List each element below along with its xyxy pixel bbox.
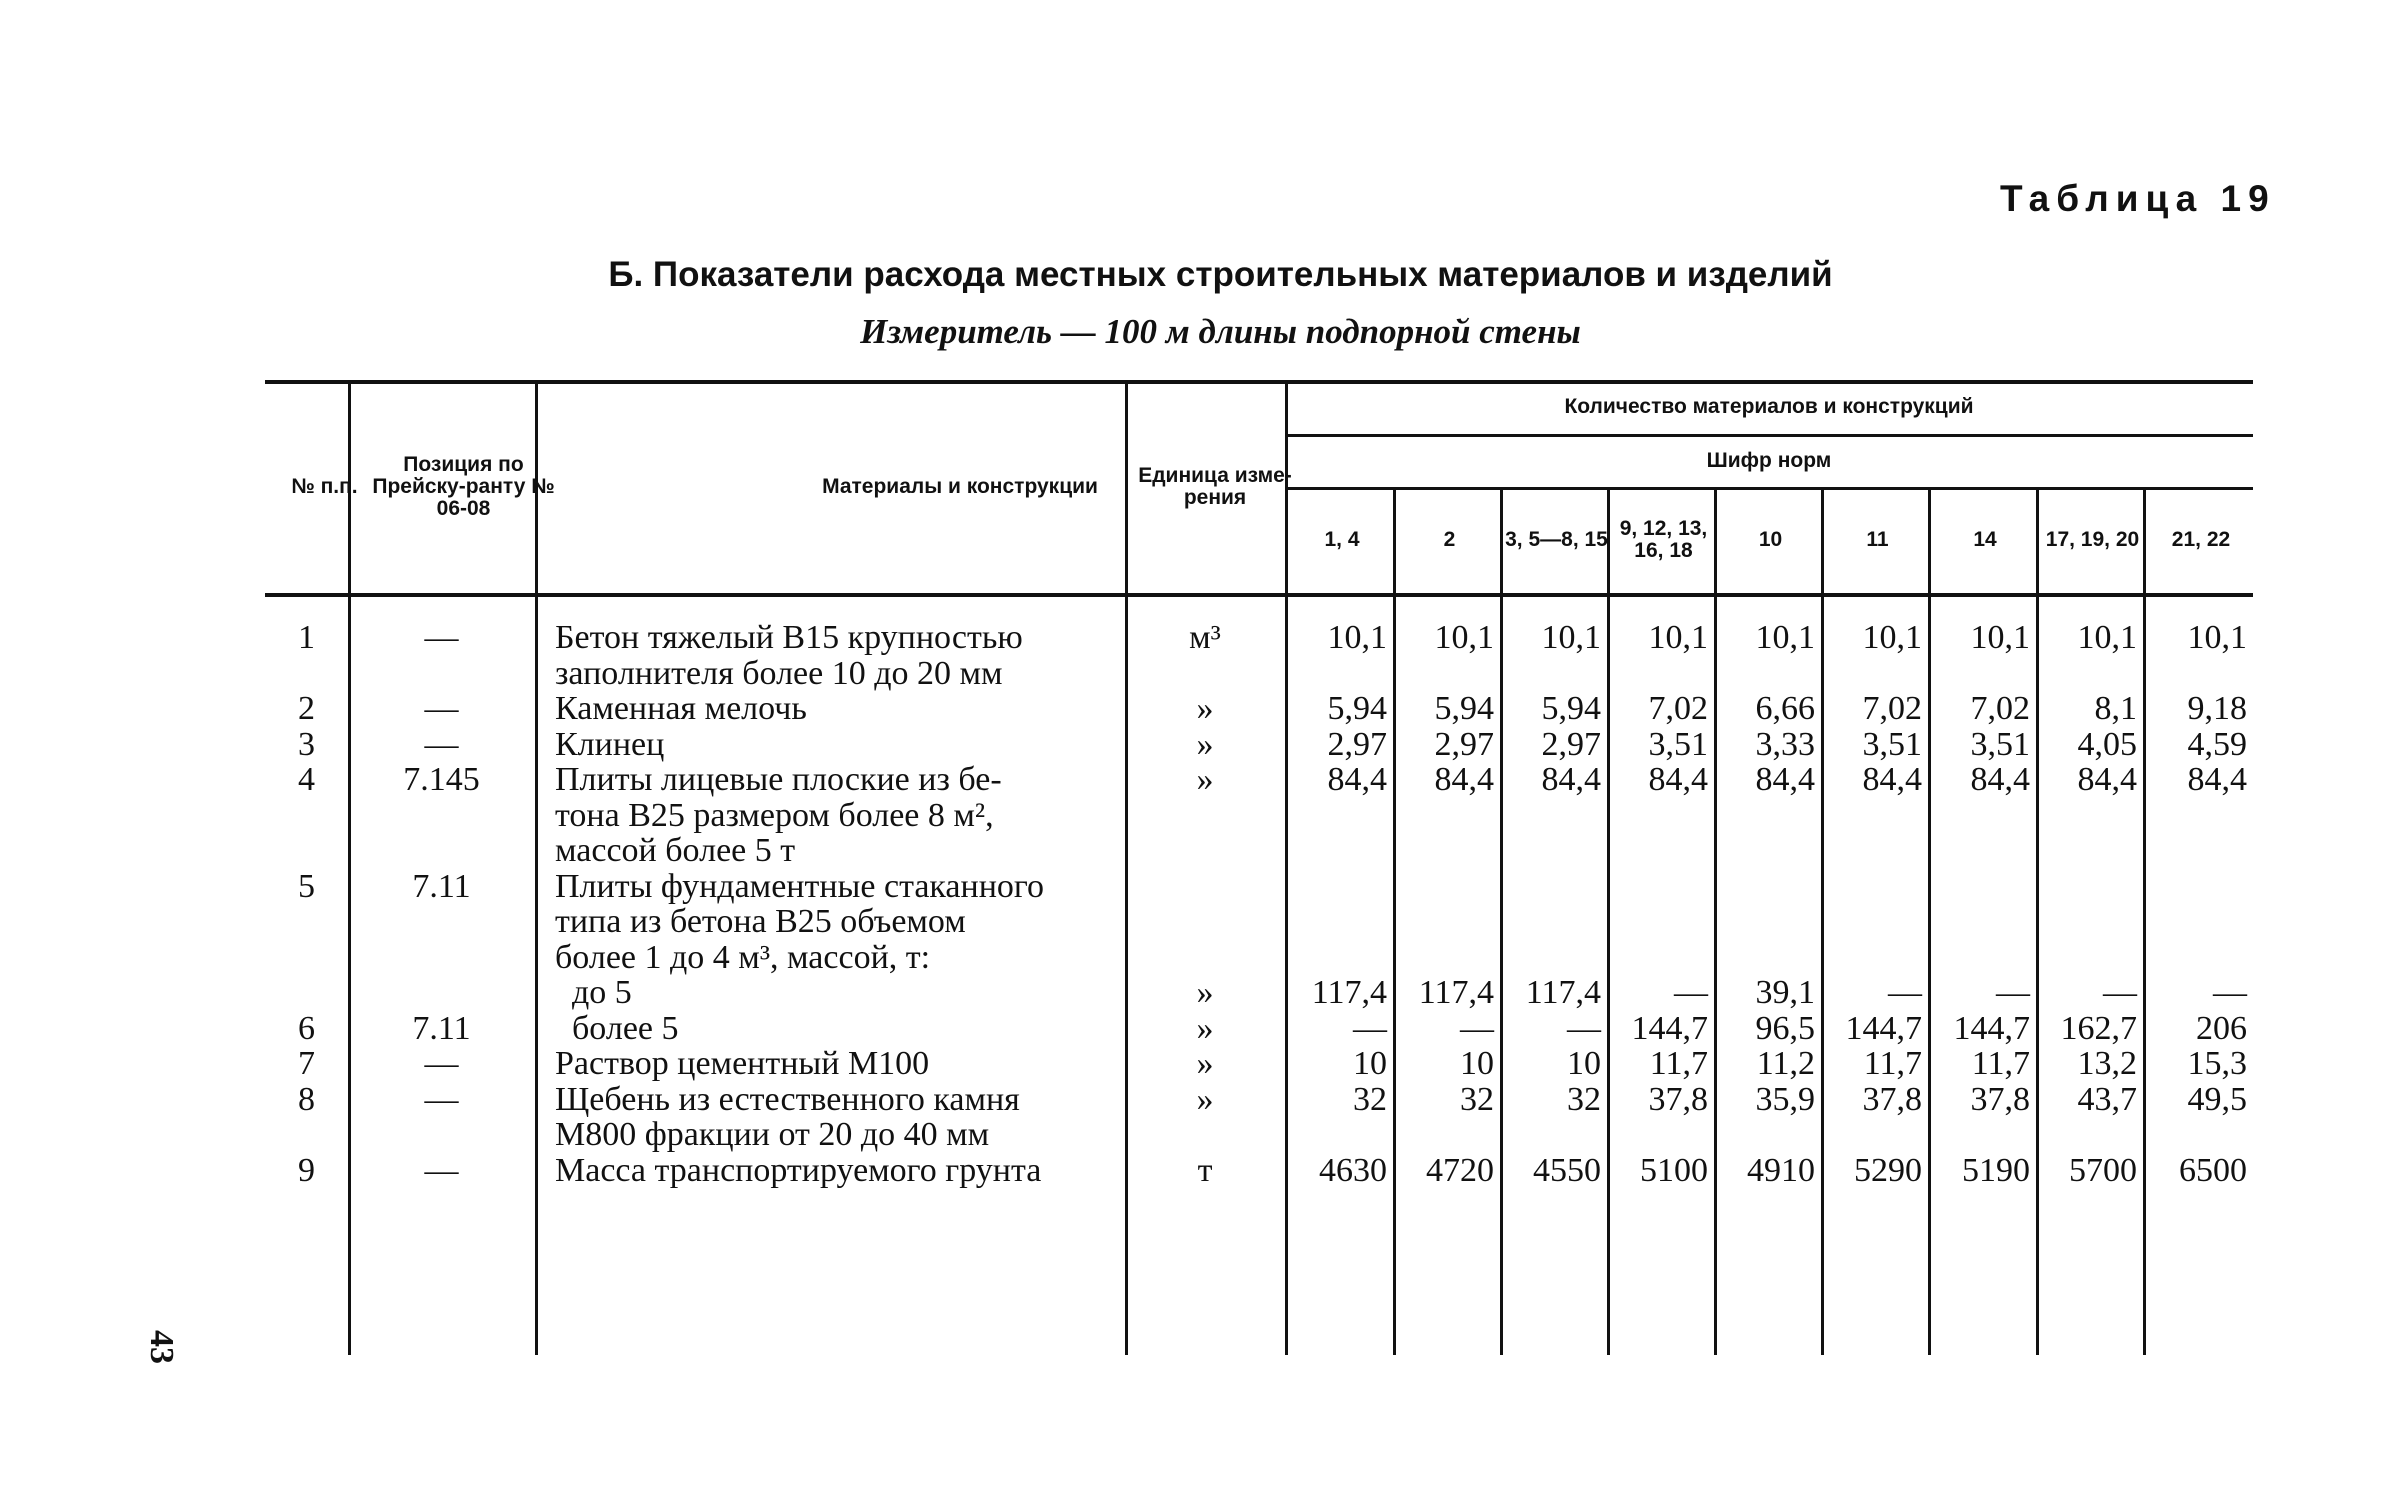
row-value: 32 (1460, 1080, 1494, 1118)
row-value: 32 (1353, 1080, 1387, 1118)
row-value: 6,66 (1755, 690, 1815, 727)
row-value: 3,51 (1648, 725, 1708, 763)
row-value: — (2103, 974, 2137, 1011)
row-material: Щебень из естественного камня (555, 1080, 1020, 1118)
row-value: 5,94 (1327, 690, 1387, 727)
row-material: массой более 5 т (555, 832, 796, 869)
header-norm-col: 3, 5—8, 15 (1505, 528, 1608, 551)
header-norm-col: 2 (1443, 528, 1456, 551)
row-number: 7 (298, 1045, 315, 1082)
row-number: 6 (298, 1009, 315, 1047)
page-number: 43 (143, 1330, 180, 1364)
column-divider (2143, 487, 2146, 1355)
row-value: 84,4 (1541, 761, 1601, 798)
row-value: 11,7 (1649, 1045, 1708, 1082)
row-value: 117,4 (1418, 974, 1494, 1011)
row-value: 10,1 (2187, 619, 2247, 656)
header-norm-col: 11 (1866, 528, 1889, 551)
column-divider (1821, 487, 1824, 1355)
header-norm-col: 14 (1973, 528, 1997, 551)
row-value: 84,4 (1755, 761, 1815, 798)
column-divider (1500, 487, 1503, 1355)
column-divider (1714, 487, 1717, 1355)
row-value: 4910 (1747, 1151, 1815, 1189)
header-norms: Шифр норм (1706, 448, 1832, 472)
row-position: 7.145 (403, 761, 480, 798)
row-value: 96,5 (1755, 1009, 1815, 1047)
header-quantity: Количество материалов и конструкций (1564, 395, 1974, 418)
row-material: более 5 (555, 1009, 679, 1047)
row-value: 13,2 (2077, 1045, 2137, 1082)
row-position: — (424, 619, 459, 656)
row-number: 5 (298, 867, 315, 905)
row-value: — (1996, 974, 2030, 1011)
row-value: 10 (1460, 1045, 1494, 1082)
row-number: 4 (298, 761, 315, 798)
row-number: 9 (298, 1151, 315, 1189)
row-value: 4,59 (2187, 725, 2247, 763)
row-value: 11,7 (1971, 1045, 2030, 1082)
row-material: более 1 до 4 м³, массой, т: (555, 938, 931, 976)
row-material: Каменная мелочь (555, 690, 807, 727)
row-value: — (1567, 1009, 1601, 1047)
row-number: 8 (298, 1080, 315, 1118)
row-position: — (424, 1151, 459, 1189)
row-value: — (1460, 1009, 1494, 1047)
row-value: 4630 (1319, 1151, 1387, 1189)
row-value: 117,4 (1525, 974, 1601, 1011)
row-value: 84,4 (1970, 761, 2030, 798)
row-value: 10 (1353, 1045, 1387, 1082)
row-value: 5290 (1854, 1151, 1922, 1189)
header-norm-col: 17, 19, 20 (2045, 528, 2140, 551)
row-material: до 5 (555, 974, 632, 1011)
row-value: 84,4 (2077, 761, 2137, 798)
table-label: Таблица 19 (2000, 178, 2276, 219)
row-unit: м³ (1189, 619, 1221, 656)
column-divider (2036, 487, 2039, 1355)
row-value: 4550 (1533, 1151, 1601, 1189)
header-position: Позиция по Прейску-ранту № 06-08 (372, 452, 555, 520)
row-value: 49,5 (2187, 1080, 2247, 1118)
row-value: 162,7 (2060, 1009, 2137, 1047)
row-value: 6500 (2179, 1151, 2247, 1189)
row-value: 2,97 (1541, 725, 1601, 763)
row-value: 3,51 (1862, 725, 1922, 763)
row-position: — (424, 1080, 459, 1118)
row-value: 2,97 (1327, 725, 1387, 763)
row-value: 10,1 (2077, 619, 2137, 656)
row-value: 84,4 (1648, 761, 1708, 798)
row-value: 10,1 (1648, 619, 1708, 656)
table-subtitle: Измеритель — 100 м длины подпорной стены (860, 312, 1581, 351)
row-material: Раствор цементный М100 (555, 1045, 930, 1082)
header-num: № п.п. (291, 474, 358, 498)
row-value: 15,3 (2187, 1045, 2247, 1082)
row-value: 144,7 (1845, 1009, 1922, 1047)
row-value: 37,8 (1648, 1080, 1708, 1118)
row-value: 117,4 (1311, 974, 1387, 1011)
row-value: 84,4 (1434, 761, 1494, 798)
row-position: — (424, 690, 459, 727)
row-material: М800 фракции от 20 до 40 мм (555, 1116, 990, 1153)
row-value: 84,4 (2187, 761, 2247, 798)
row-value: 5100 (1640, 1151, 1708, 1189)
row-value: 43,7 (2077, 1080, 2137, 1118)
row-value: 39,1 (1755, 974, 1815, 1011)
header-norm-col: 1, 4 (1324, 528, 1360, 551)
row-value: 32 (1567, 1080, 1601, 1118)
row-material: типа из бетона В25 объемом (555, 903, 966, 940)
row-value: — (2213, 974, 2247, 1011)
row-value: 10,1 (1862, 619, 1922, 656)
row-value: 10,1 (1541, 619, 1601, 656)
header-norm-col: 21, 22 (2171, 528, 2231, 551)
row-value: 206 (2196, 1009, 2247, 1047)
row-position: 7.11 (412, 1009, 471, 1047)
row-value: 11,2 (1756, 1045, 1815, 1082)
row-number: 3 (298, 725, 315, 763)
row-position: — (424, 1045, 459, 1082)
row-value: 7,02 (1648, 690, 1708, 727)
row-value: 144,7 (1953, 1009, 2030, 1047)
row-value: 7,02 (1970, 690, 2030, 727)
row-unit: » (1196, 1080, 1214, 1118)
row-value: 9,18 (2187, 690, 2247, 727)
row-value: 5700 (2069, 1151, 2137, 1189)
row-value: 11,7 (1863, 1045, 1922, 1082)
row-position: — (424, 725, 459, 763)
row-value: 10,1 (1970, 619, 2030, 656)
row-unit: т (1197, 1151, 1213, 1189)
column-divider (1928, 487, 1931, 1355)
row-unit: » (1196, 1009, 1214, 1047)
row-unit: » (1196, 761, 1214, 798)
row-value: 3,51 (1970, 725, 2030, 763)
row-number: 2 (298, 690, 315, 727)
header-norm-col: 9, 12, 13, 16, 18 (1619, 517, 1708, 562)
row-value: 35,9 (1755, 1080, 1815, 1118)
header-materials: Материалы и конструкции (822, 474, 1098, 498)
header-bottom-rule (265, 593, 2253, 597)
row-value: 37,8 (1970, 1080, 2030, 1118)
row-material: заполнителя более 10 до 20 мм (555, 654, 1003, 692)
row-value: 10 (1567, 1045, 1601, 1082)
row-material: тона В25 размером более 8 м², (555, 796, 994, 834)
table-title: Б. Показатели расхода местных строительных материалов и изделий (608, 255, 1833, 294)
column-divider (1607, 487, 1610, 1355)
row-value: 144,7 (1631, 1009, 1708, 1047)
row-unit: » (1196, 1045, 1214, 1082)
row-unit: » (1196, 974, 1214, 1011)
row-value: 84,4 (1327, 761, 1387, 798)
row-value: 3,33 (1755, 725, 1815, 763)
row-value: — (1888, 974, 1922, 1011)
row-value: 5190 (1962, 1151, 2030, 1189)
row-value: — (1674, 974, 1708, 1011)
row-material: Плиты лицевые плоские из бе- (555, 761, 1002, 798)
row-unit: » (1196, 725, 1214, 763)
row-material: Бетон тяжелый В15 крупностью (555, 619, 1023, 656)
header-unit: Единица изме-рения (1138, 463, 1292, 509)
row-unit: » (1196, 690, 1214, 727)
row-value: — (1353, 1009, 1387, 1047)
row-value: 37,8 (1862, 1080, 1922, 1118)
row-position: 7.11 (412, 867, 471, 905)
row-value: 2,97 (1434, 725, 1494, 763)
column-divider (1393, 487, 1396, 1355)
row-material: Плиты фундаментные стаканного (555, 867, 1045, 905)
row-value: 10,1 (1434, 619, 1494, 656)
header-norm-col: 10 (1758, 528, 1783, 551)
row-value: 7,02 (1862, 690, 1922, 727)
row-value: 4720 (1426, 1151, 1494, 1189)
row-value: 4,05 (2077, 725, 2137, 763)
row-value: 84,4 (1862, 761, 1922, 798)
row-value: 8,1 (2094, 690, 2137, 727)
row-value: 10,1 (1755, 619, 1815, 656)
row-number: 1 (298, 619, 315, 656)
row-value: 5,94 (1434, 690, 1494, 727)
row-material: Клинец (555, 725, 665, 763)
row-value: 5,94 (1541, 690, 1601, 727)
row-value: 10,1 (1327, 619, 1387, 656)
row-material: Масса транспортируемого грунта (555, 1151, 1042, 1189)
